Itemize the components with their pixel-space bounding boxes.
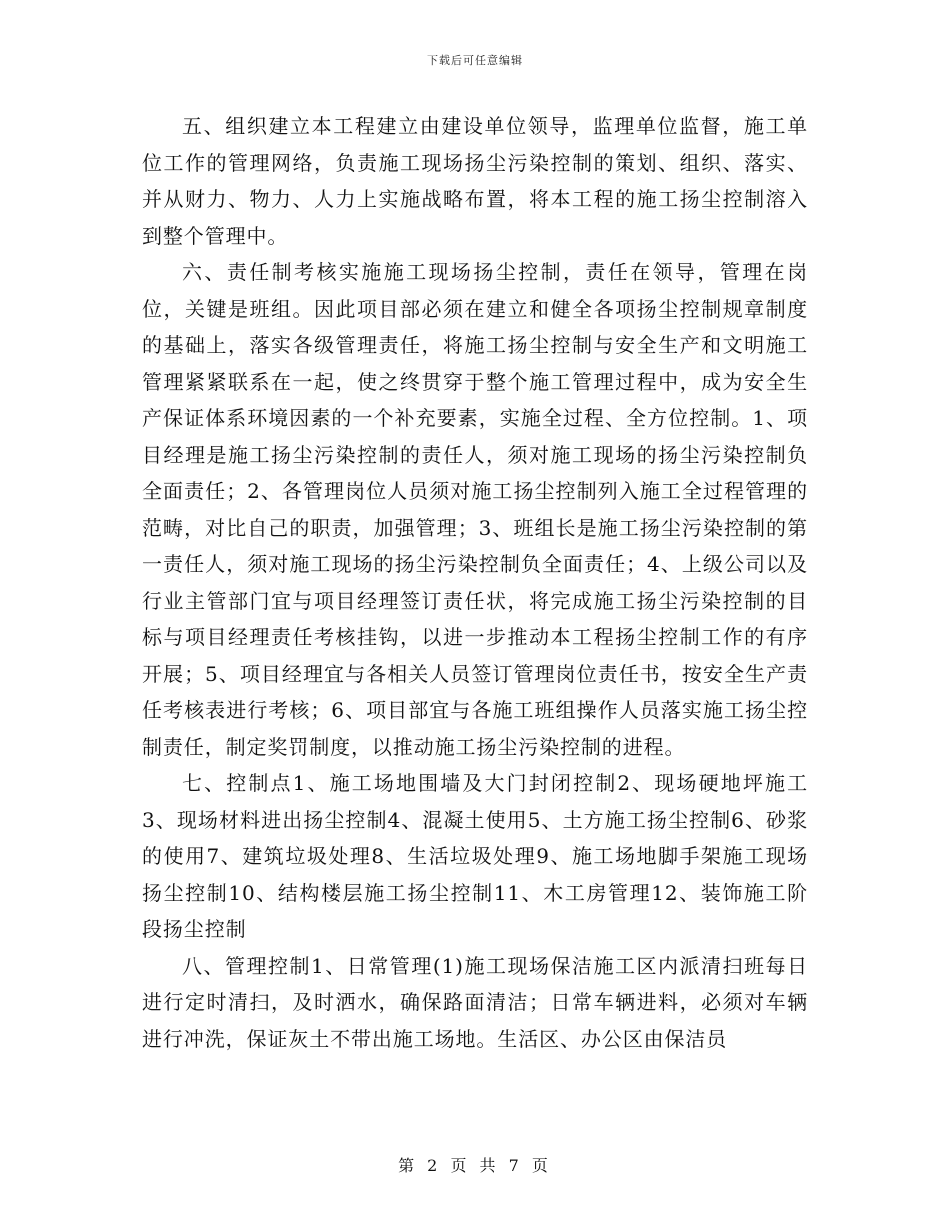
page-number-footer: 第 2 页 共 7 页	[398, 1156, 552, 1175]
paragraph-seven: 七、控制点1、施工场地围墙及大门封闭控制2、现场硬地坪施工3、现场材料进出扬尘控制4、混凝土使用5、土方施工扬尘控制6、砂浆的使用7、建筑垃圾处理8、生活垃圾处理9、施工场地脚手架施工现场扬尘控制10、结构楼层施工扬尘控制11、木工房管理12、装饰施工阶段扬尘控制	[142, 771, 808, 941]
paragraph-eight: 八、管理控制1、日常管理(1)施工现场保洁施工区内派清扫班每日进行定时清扫，及时洒水，确保路面清洁；日常车辆进料，必须对车辆进行冲洗，保证灰土不带出施工场地。生活区、办公区由保洁员	[142, 953, 808, 1051]
paragraph-six: 六、责任制考核实施施工现场扬尘控制，责任在领导，管理在岗位，关键是班组。因此项目部必须在建立和健全各项扬尘控制规章制度的基础上，落实各级管理责任，将施工扬尘控制与安全生产和文明施工管理紧紧联系在一起，使之终贯穿于整个施工管理过程中，成为安全生产保证体系环境因素的一个补充要素，实施全过程、全方位控制。1、项目经理是施工扬尘污染控制的责任人，须对施工现场的扬尘污染控制负全面责任；2、各管理岗位人员须对施工扬尘控制列入施工全过程管理的范畴，对比自己的职责，加强管理；3、班组长是施工扬尘污染控制的第一责任人，须对施工现场的扬尘污染控制负全面责任；4、上级公司以及行业主管部门宜与项目经理签订责任状，将完成施工扬尘污染控制的目标与项目经理责任考核挂钩，以进一步推动本工程扬尘控制工作的有序开展；5、项目经理宜与各相关人员签订管理岗位责任书，按安全生产责任考核表进行考核；6、项目部宜与各施工班组操作人员落实施工扬尘控制责任，制定奖罚制度，以推动施工扬尘污染控制的进程。	[142, 260, 808, 759]
document-body	[142, 108, 808, 1057]
paragraph-five: 五、组织建立本工程建立由建设单位领导，监理单位监督，施工单位工作的管理网络，负责施工现场扬尘污染控制的策划、组织、落实、并从财力、物力、人力上实施战略布置，将本工程的施工扬尘控制溶入到整个管理中。	[142, 114, 808, 248]
page-header: 下载后可任意编辑	[427, 54, 523, 67]
